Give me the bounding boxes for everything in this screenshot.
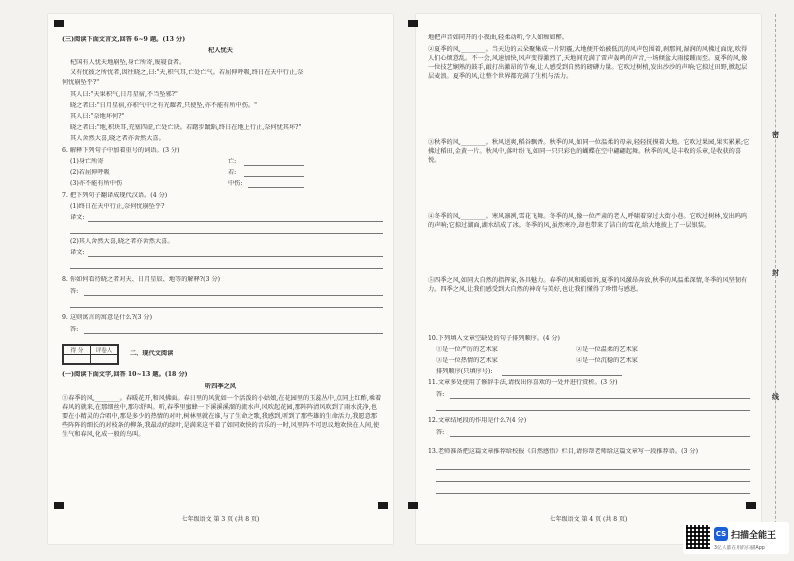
question-10: 10.下列填入文章空缺处的句子排列顺序。(4 分) <box>428 335 560 342</box>
page-footer: 七年级语文 第 4 页 (共 8 页) <box>549 516 628 523</box>
registration-mark <box>408 502 418 509</box>
answer-line[interactable] <box>502 375 622 376</box>
registration-mark <box>378 502 388 509</box>
score-cell[interactable] <box>64 355 91 364</box>
score-box <box>62 344 119 365</box>
answer-line[interactable] <box>436 481 750 482</box>
question-8: 8. 你如何看待晓之者对天、日月星辰、地等的解释?(3 分) <box>62 276 221 283</box>
classical-line: 又有忧彼之所忧者,因往晓之,曰:"天,积气耳,亡处亡气。若屈伸呼吸,终日在天中行止,奈 <box>70 69 304 76</box>
q10-option: ②是一位温柔的艺术家 <box>576 346 638 353</box>
translation-label: 译文: <box>70 249 85 256</box>
answer-label: 答: <box>436 391 445 398</box>
question-7: 7. 把下列句子翻译成现代汉语。(4 分) <box>62 192 168 199</box>
answer-line[interactable] <box>70 233 383 234</box>
qr-code-icon <box>686 525 710 549</box>
page-footer: 七年级语文 第 3 页 (共 8 页) <box>181 516 260 523</box>
essay-title: 听四季之风 <box>205 383 236 390</box>
classical-line: 其人曰:"天果积气,日月星宿,不当坠邪?" <box>70 91 178 98</box>
q6-item-answer-label: 亡: <box>228 158 237 165</box>
scanner-watermark <box>683 522 789 554</box>
answer-line[interactable] <box>248 187 304 188</box>
answer-line[interactable] <box>436 469 750 470</box>
page-3 <box>48 14 393 544</box>
q6-item-answer-label: 中伤: <box>228 180 243 187</box>
camscanner-logo-icon: CS <box>714 527 728 541</box>
binding-char: 线 <box>772 392 779 401</box>
section3-title: (三)阅读下面文言文,回答 6~9 题。(13 分) <box>62 36 186 43</box>
answer-line[interactable] <box>244 176 304 177</box>
answer-line[interactable] <box>450 436 750 437</box>
registration-mark <box>408 20 418 27</box>
scanner-tagline: 3亿人都在用的扫描App <box>714 546 765 551</box>
question-9: 9. 这则寓言的寓意是什么?(3 分) <box>62 314 152 321</box>
classical-title: 杞人忧天 <box>208 47 233 54</box>
q7-sentence-2: (2)其人舍然大喜,晓之者亦舍然大喜。 <box>70 238 174 245</box>
answer-line[interactable] <box>84 333 383 334</box>
classical-line: 晓之者曰:"地,积块耳,充塞四虚,亡处亡块。若躇步跐蹈,终日在地上行止,奈何忧其坏?" <box>70 124 302 131</box>
answer-line[interactable] <box>450 398 750 399</box>
q10-option: ③是一位热情的艺术家 <box>436 357 498 364</box>
essay-paragraph-4: ④冬季的风,________。寒风凛冽,雪花飞舞。冬季的风,像一位严肃的老人,呼啸着穿过大街小巷。它吹过树林,发出呜呜的声响;它掠过湖面,湖水结成了冰。冬季的风,虽然寒冷,却也带来了洁白的雪花,给大地披上了一层银装。 <box>428 213 748 229</box>
answer-line[interactable] <box>88 256 383 257</box>
q6-item-answer-label: 若: <box>228 169 237 176</box>
question-11: 11.文章多处使用了修辞手法,请找出你喜欢的一处并进行赏析。(3 分) <box>428 379 618 386</box>
answer-line[interactable] <box>88 221 383 222</box>
q6-item: (2)若屈伸呼吸 <box>70 169 110 176</box>
answer-line[interactable] <box>70 268 383 269</box>
page-4 <box>416 14 761 544</box>
essay-paragraph-1: ①春季的风,________。春暖花开,和风拂面。春日里的风犹如一个活泼的小姑娘,在花园里的玉蕊丛中,点同上红酢,乘着春风的就来,在那细丝中,那尔舒叫。听,春季里蜜蜂一下溪溪溪溜的流水声,风吹起花园,那阵阵清风吹到了雨水洗净,也要在小精灵的合唱中,那是多少的热情的对叶,树林里就在谁,与了生命之歌,我感到,听到了那些雄的生命活力,我愿意那些阵阵的细长的对枝条的柳条,我最动的绿叶,是满来这平着了如同欢快的音乐的一时,风里阵不可思议地欢快在人间,使生气和春风,化成一般的鸟叫。 <box>62 395 382 438</box>
q10-option: ①是一位严厉的艺术家 <box>436 346 498 353</box>
binding-line <box>775 14 786 544</box>
answer-line[interactable] <box>436 493 750 494</box>
registration-mark <box>54 502 64 509</box>
q6-item: (1)身亡所寄 <box>70 158 104 165</box>
score-header: 评卷人 <box>91 346 118 355</box>
sub1-title: (一)阅读下面文字,回答 10~13 题。(18 分) <box>62 371 188 378</box>
classical-line: 何忧崩坠乎?" <box>62 79 100 86</box>
registration-mark <box>54 20 64 27</box>
registration-mark <box>746 502 756 509</box>
answer-line[interactable] <box>436 410 750 411</box>
q10-order-label: 排列顺序(只填序号): <box>436 368 493 375</box>
scanner-app-name: 扫描全能王 <box>731 531 777 541</box>
binding-char: 封 <box>772 268 779 277</box>
essay-paragraph-3: ③秋季的风,________。秋风送爽,稻谷飘香。秋季的风,如同一位温柔的母亲,轻轻抚摸着大地。它吹过果园,果实累累;它拂过稻田,金黄一片。秋风中,落叶纷飞,如同一只只彩色的蝴蝶在空中翩翩起舞。秋季的风,是丰收的乐章,是收获的喜悦。 <box>428 139 750 164</box>
binding-char: 密 <box>772 130 779 139</box>
q10-option: ④是一位沉稳的艺术家 <box>576 357 638 364</box>
translation-label: 译文: <box>70 214 85 221</box>
classical-line: 晓之者曰:"日月星宿,亦积气中之有光耀者,只使坠,亦不能有所中伤。" <box>70 102 257 109</box>
classical-line: 其人舍然大喜,晓之者亦舍然大喜。 <box>70 135 165 142</box>
answer-label: 答: <box>70 326 79 333</box>
section2-title: 二、现代文阅读 <box>130 350 174 357</box>
question-13: 13.老师准备把这篇文章推荐给校报《自然感悟》栏目,请你帮老师给这篇文章写一段推荐语。(3 分) <box>428 448 699 455</box>
answer-line[interactable] <box>84 295 383 296</box>
essay-paragraph-2: ②夏季的风,________。当天边的云朵聚集成一片阴霾,大地便开始被低沉的风声包围着,刹那间,湿润的风拂过面庞,吹得人们心烦意乱。不一会,风速加快,风声变得激烈了,天地间充满了雷声轰鸣的声音,一场倾盆大雨接踵而至。夏季的风,像一位技艺娴熟的鼓手,敲打出激昂的节奏,让人感受到自然的磅礴力量。它吹过树梢,发出沙沙的声响;它掠过田野,掀起层层麦浪。夏季的风,让整个世界都充满了生机与活力。 <box>428 46 748 80</box>
q7-sentence-1: (1)终日在天中行止,奈何忧崩坠乎? <box>70 203 165 210</box>
answer-label: 答: <box>436 429 445 436</box>
essay-paragraph-5: ⑤四季之风,如同大自然的指挥家,各具魅力。春季的风和暖如诉,夏季的风激昂奔放,秋季的风温柔深情,冬季的风坚韧有力。四季之风,让我们感受到大自然的神奇与美好,也让我们懂得了珍惜与感恩。 <box>428 277 748 293</box>
score-cell[interactable] <box>91 355 118 364</box>
essay-paragraph-1-cont: 地把声音如同开的小夜曲,轻柔动听,令人如痴如醉。 <box>428 34 569 41</box>
classical-line: 杞国有人忧天地崩坠,身亡所寄,废寝食者。 <box>70 59 186 66</box>
answer-line[interactable] <box>70 307 383 308</box>
answer-label: 答: <box>70 288 79 295</box>
question-12: 12.文章结尾段的作用是什么?(4 分) <box>428 417 527 424</box>
question-6: 6. 解释下列句子中加着重号的词语。(3 分) <box>62 147 180 154</box>
classical-line: 其人曰:"奈地坏何?" <box>70 113 125 120</box>
q6-item: (3)亦不能有所中伤 <box>70 180 123 187</box>
score-header: 得 分 <box>64 346 91 355</box>
answer-line[interactable] <box>244 165 304 166</box>
